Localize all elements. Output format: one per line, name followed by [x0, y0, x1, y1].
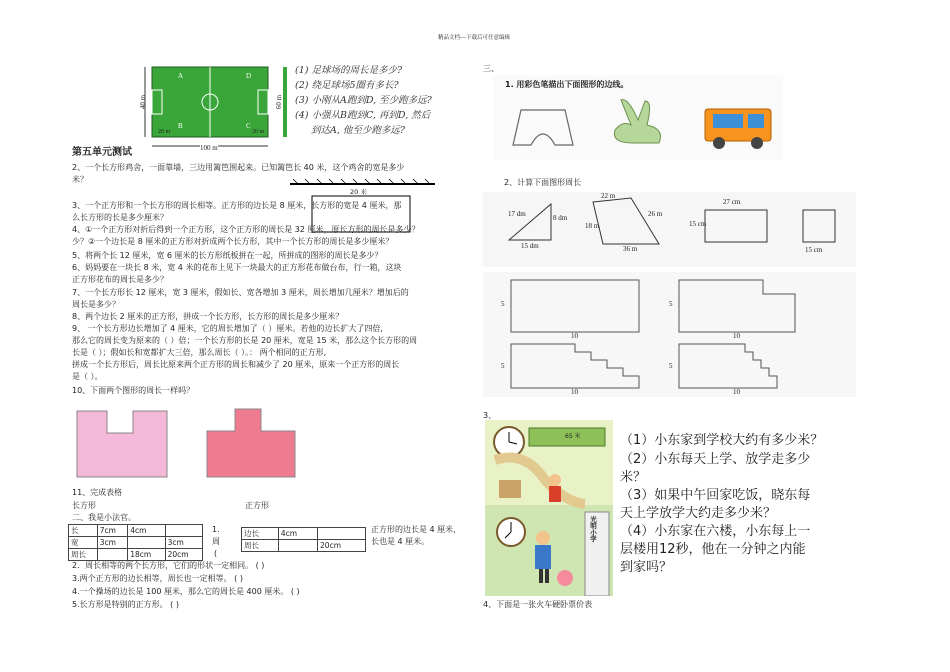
page-header: 精品文档---下载后可任意编辑	[438, 35, 510, 41]
point-a: A	[178, 72, 184, 80]
grid-side-1: 5	[501, 300, 505, 308]
cell: 周长	[242, 540, 279, 552]
cell	[128, 537, 165, 549]
grid-shapes-svg	[483, 272, 856, 397]
square-label: 正方形	[245, 501, 269, 510]
cell: 4cm	[128, 525, 165, 537]
q5: 5、将两个长 12 厘米，宽 6 厘米的长方形纸板拼在一起，所拼成的图形的周长是多少？	[72, 251, 383, 260]
judge-1-word: 周	[212, 537, 220, 546]
bar-label: 60 m	[275, 94, 284, 110]
story-q2: （2）小东每天上学、放学走多少	[620, 452, 811, 467]
judge-1-text: 正方形的边长是 4 厘米，	[371, 525, 462, 534]
q10: 10、下面两个图形的周长一样吗？	[72, 386, 195, 395]
q11: 11、完成表格	[72, 488, 123, 497]
grid-bottom-1: 10	[571, 332, 578, 340]
q6-line2: 正方形花布的周长是多少？	[72, 275, 168, 284]
story-q3: （3）如果中午回家吃饭，晓东每	[620, 488, 811, 503]
soccer-field-figure	[140, 62, 290, 157]
judge-1-paren: (	[214, 549, 218, 558]
perimeter-figures	[483, 192, 856, 267]
judge-5: 5.长方形是特别的正方形。 ( )	[72, 600, 179, 609]
cell: 18cm	[128, 549, 165, 561]
cell: 20cm	[165, 549, 202, 561]
story-q4: （4）小东家在六楼，小东每上一	[620, 524, 811, 539]
wall-label: 20 米	[350, 188, 367, 196]
cell: 宽	[69, 537, 98, 549]
trap-a: 22 m	[601, 192, 616, 200]
rect-h: 15 cm	[689, 220, 707, 228]
q8: 8、两个边长 2 厘米的正方形，拼成一个长方形，长方形的周长是多少厘米？	[72, 312, 344, 321]
story-q4b: 层楼用12秒，他在一分钟之内能	[620, 542, 806, 557]
cell	[278, 540, 317, 552]
perimeter-title: 2、计算下面图形周长	[504, 178, 582, 187]
field-question-2: (2) 绕足球场5圈有多长?	[295, 80, 399, 91]
cell: 长	[69, 525, 98, 537]
story-q2b: 米？	[620, 470, 647, 485]
cell: 3cm	[97, 537, 127, 549]
q9-line2: 那么它的周长变为原来的（ ）倍；一个长方形的长是 20 厘米，宽是 15 米，那么这个长方形的周	[72, 336, 418, 345]
q9-line1: 9、 一个长方形边长增加了 4 厘米，它的周长增加了（ ）厘米。若他的边长扩大了四倍,	[72, 324, 383, 333]
q3-line1: 3、一个正方形和一个长方形的周长相等。正方形的边长是 8 厘米，长方形的宽是 4 厘米，那	[72, 201, 402, 210]
tri-b: 8 dm	[553, 214, 568, 222]
grid-side-3: 5	[501, 362, 505, 370]
judge-1-num: 1.	[212, 525, 220, 534]
rect-table	[68, 524, 203, 561]
rect-w: 27 cm	[723, 198, 741, 206]
q9-line3: 长是（ ）；假如长和宽都扩大三倍，那么周长（ ）。： 两个相同的正方形,	[72, 348, 327, 357]
unit-title: 第五单元测试	[72, 147, 132, 158]
grid-side-2: 5	[669, 300, 673, 308]
q4-line1: 4、①一个正方形对折后得到一个正方形，这个正方形的周长是 32 厘米，原长方形的周长是多少？	[72, 225, 420, 234]
compare-shapes	[75, 403, 300, 483]
grid-bottom-2: 10	[733, 332, 740, 340]
field-question-5: 到达A, 他至少跑多远?	[311, 125, 405, 136]
section-2-title: 二、我是小法官。	[72, 513, 136, 522]
q7-line2: 周长是多少？	[72, 300, 120, 309]
judge-1-text2: 长也是 4 厘米。	[371, 537, 430, 546]
corner-left-label: 20 m	[158, 129, 171, 135]
judge-3: 3.两个正方形的边长相等，周长也一定相等。 ( )	[72, 574, 243, 583]
cell	[97, 549, 127, 561]
judge-4: 4.一个操场的边长是 100 厘米，那么它的周长是 400 厘米。 ( )	[72, 587, 300, 596]
cell	[165, 525, 202, 537]
cell: 边长	[242, 528, 279, 540]
trace-shapes-panel	[493, 75, 783, 160]
width-label: 100 m	[200, 144, 218, 152]
q9-line5: 是（ ）。	[72, 372, 103, 381]
grid-shapes	[483, 272, 856, 397]
q3-label: 3、	[483, 411, 497, 420]
school-sign: 光明小学	[589, 516, 597, 542]
perimeter-figures-svg	[483, 192, 856, 267]
corner-right-label: 20 m	[252, 129, 265, 135]
point-d: D	[246, 72, 252, 80]
trace-title: 1. 用彩色笔描出下面图形的边线。	[505, 80, 629, 89]
q2-line1: 2、一个长方形鸡舍，一面靠墙，三边用篱笆围起来。已知篱笆长 40 米，这个鸡舍的宽是多少	[72, 163, 405, 172]
square-table	[241, 527, 366, 552]
trap-b: 26 m	[648, 210, 663, 218]
height-label: 40 m	[139, 94, 148, 110]
q2-line2: 米？	[72, 175, 88, 184]
tri-a: 17 dm	[508, 210, 526, 218]
sq-s: 15 cm	[805, 246, 823, 254]
grid-bottom-3: 10	[571, 388, 578, 396]
section-3-title: 三、	[483, 64, 499, 73]
judge-2: 2．周长相等的两个长方形，它们的形状一定相同。 ( )	[72, 561, 265, 570]
cell: 4cm	[278, 528, 317, 540]
rect-label: 长方形	[72, 501, 96, 510]
point-b: B	[178, 122, 183, 130]
school-illustration	[485, 420, 613, 596]
q7-line1: 7、一个长方形长 12 厘米，宽 3 厘米，假如长、宽各增加 3 厘米，周长增加几厘米？增加后的	[72, 288, 409, 297]
story-q4c: 到家吗？	[620, 560, 673, 575]
distance-sign: 65 米	[565, 433, 581, 440]
point-c: C	[246, 122, 251, 130]
field-question-4: (4) 小强从B跑到C, 再到D, 然后	[295, 110, 431, 121]
grid-side-4: 5	[669, 362, 673, 370]
cell: 20cm	[318, 540, 366, 552]
school-illustration-svg	[485, 420, 613, 596]
q3-line2: 么长方形的长是多少厘米？	[72, 213, 168, 222]
cell: 7cm	[97, 525, 127, 537]
cell: 3cm	[165, 537, 202, 549]
soccer-field-svg	[140, 62, 290, 157]
cell	[318, 528, 366, 540]
grid-bottom-4: 10	[733, 388, 740, 396]
field-questions	[295, 63, 432, 138]
story-q1: （1）小东家到学校大约有多少米？	[620, 433, 824, 448]
field-question-1: (1) 足球场的周长是多少?	[295, 65, 403, 76]
cell: 周长	[69, 549, 98, 561]
q4-line2: 少？②一个边长是 8 厘米的正方形对折成两个长方形，其中一个长方形的周长是多少厘米？	[72, 237, 394, 246]
story-q3b: 天上学放学大约走多少米？	[620, 506, 777, 521]
q9-line4: 拼成一个长方形后，周长比原来两个正方形的周长和减少了 20 厘米，原来一个正方形的周长	[72, 360, 400, 369]
trap-d: 36 m	[623, 245, 638, 253]
tri-c: 15 dm	[521, 242, 539, 250]
q6-line1: 6、妈妈要在一块长 8 米，宽 4 米的花布上见下一块最大的正方形花布做台布，行一箱，这块	[72, 263, 402, 272]
q4-label: 4、下面是一张火车硬卧票价表	[483, 600, 593, 609]
trap-c: 18 m	[585, 222, 600, 230]
field-question-3: (3) 小刚从A跑到D, 至少跑多远?	[295, 95, 432, 106]
compare-shapes-svg	[75, 403, 300, 483]
trace-shapes-svg	[493, 95, 783, 160]
